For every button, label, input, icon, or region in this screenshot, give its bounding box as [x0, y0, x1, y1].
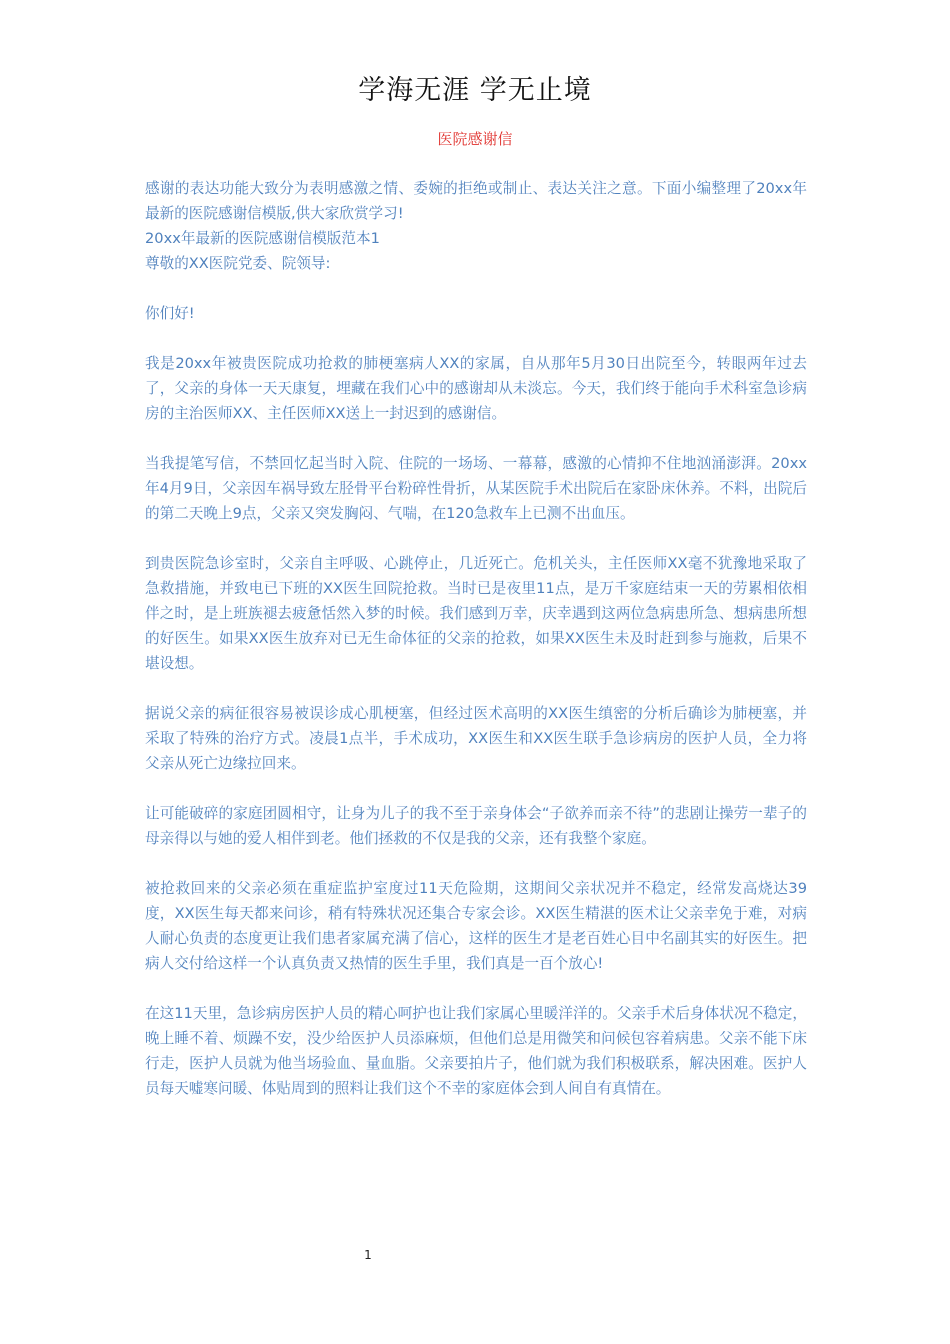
body-paragraph: 被抢救回来的父亲必须在重症监护室度过11天危险期，这期间父亲状况并不稳定，经常发高烧达39度，XX医生每天都来问诊，稍有特殊状况还集合专家会诊。XX医生精湛的医术让父亲幸免于难，对病人耐心负责的态度更让我们患者家属充满了信心，这样的医生才是老百姓心目中名副其实的好医生。把病人交付给这样一个认真负责又热情的医生手里，我们真是一百个放心!: [145, 880, 807, 972]
document-body: [145, 176, 807, 1126]
body-paragraph: 在这11天里，急诊病房医护人员的精心呵护也让我们家属心里暖洋洋的。父亲手术后身体状况不稳定，晚上睡不着、烦躁不安，没少给医护人员添麻烦，但他们总是用微笑和问候包容着病患。父亲不能下床行走，医护人员就为他当场验血、量血脂。父亲要拍片子，他们就为我们积极联系，解决困难。医护人员每天嘘寒问暖、体贴周到的照料让我们这个不幸的家庭体会到人间自有真情在。: [145, 1005, 807, 1097]
page-header-title: 学海无涯 学无止境: [358, 75, 592, 106]
body-paragraph: 让可能破碎的家庭团圆相守，让身为儿子的我不至于亲身体会“子欲养而亲不待”的悲剧让操劳一辈子的母亲得以与她的爱人相伴到老。他们拯救的不仅是我的父亲，还有我整个家庭。: [145, 805, 807, 847]
body-paragraph: 当我提笔写信，不禁回忆起当时入院、住院的一场场、一幕幕，感激的心情抑不住地汹涌澎湃。20xx年4月9日，父亲因车祸导致左胫骨平台粉碎性骨折，从某医院手术出院后在家卧床休养。不料，出院后的第二天晚上9点，父亲又突发胸闷、气喘，在120急救车上已测不出血压。: [145, 455, 807, 522]
body-paragraph: 据说父亲的病征很容易被误诊成心肌梗塞，但经过医术高明的XX医生缜密的分析后确诊为肺梗塞，并采取了特殊的治疗方式。凌晨1点半，手术成功，XX医生和XX医生联手急诊病房的医护人员，全力将父亲从死亡边缘拉回来。: [145, 705, 807, 772]
intro-paragraph: 感谢的表达功能大致分为表明感激之情、委婉的拒绝或制止、表达关注之意。下面小编整理了20xx年最新的医院感谢信模版,供大家欣赏学习!: [145, 180, 807, 222]
document-title: 医院感谢信: [437, 130, 513, 148]
sample-heading: 20xx年最新的医院感谢信模版范本1: [145, 230, 380, 247]
body-paragraph: 我是20xx年被贵医院成功抢救的肺梗塞病人XX的家属，自从那年5月30日出院至今，转眼两年过去了，父亲的身体一天天康复，埋藏在我们心中的感谢却从未淡忘。今天，我们终于能向手术科室急诊病房的主治医师XX、主任医师XX送上一封迟到的感谢信。: [145, 355, 807, 422]
greeting: 你们好!: [145, 305, 195, 322]
salutation: 尊敬的XX医院党委、院领导:: [145, 255, 331, 272]
body-paragraph: 到贵医院急诊室时，父亲自主呼吸、心跳停止，几近死亡。危机关头，主任医师XX毫不犹豫地采取了急救措施，并致电已下班的XX医生回院抢救。当时已是夜里11点，是万千家庭结束一天的劳累相依相伴之时，是上班族褪去疲惫恬然入梦的时候。我们感到万幸，庆幸遇到这两位急病患所急、想病患所想的好医生。如果XX医生放弃对已无生命体征的父亲的抢救，如果XX医生未及时赶到参与施救，后果不堪设想。: [145, 555, 807, 672]
page-number: 1: [364, 1248, 372, 1262]
